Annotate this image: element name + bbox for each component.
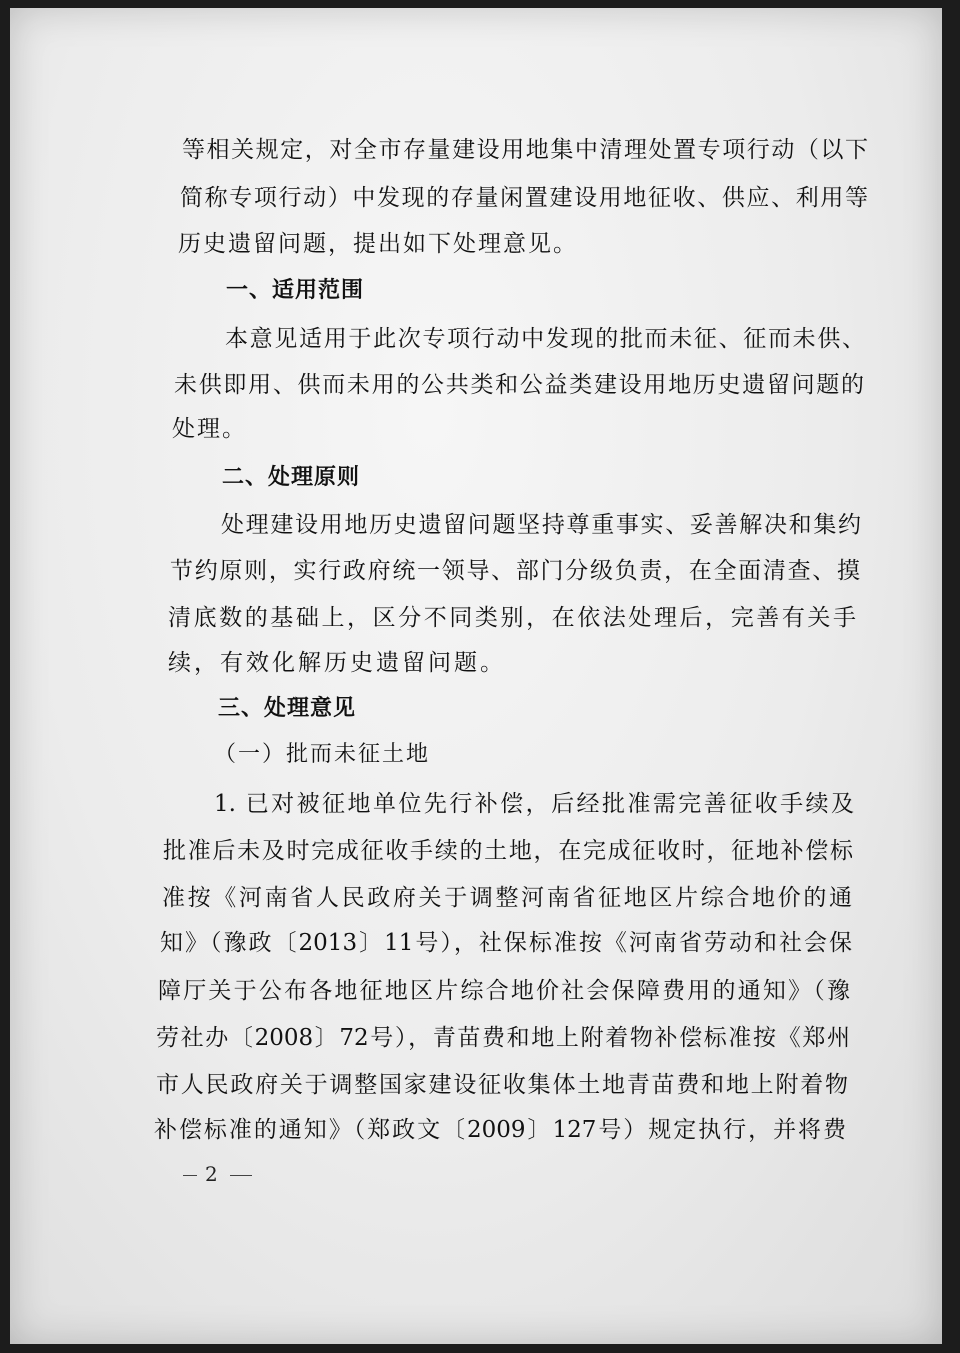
- text-line: 劳社办〔2008〕72号），青苗费和地上附着物补偿标准按《郑州: [156, 1025, 850, 1051]
- page-number-value: 2: [205, 1162, 222, 1186]
- text-line: 简称专项行动）中发现的存量闲置建设用地征收、供应、利用等: [180, 185, 868, 211]
- text-line: 市人民政府关于调整国家建设征收集体土地青苗费和地上附着物: [156, 1072, 848, 1098]
- text-line: 准按《河南省人民政府关于调整河南省征地区片综合地价的通: [162, 885, 852, 911]
- text-line: 知》（豫政〔2013〕11号），社保标准按《河南省劳动和社会保: [160, 930, 852, 956]
- page-number: [175, 1162, 260, 1186]
- dash-decoration: [183, 1175, 197, 1176]
- text-line: 处理。: [172, 416, 247, 442]
- text-line: 等相关规定，对全市存量建设用地集中清理处置专项行动（以下: [182, 137, 868, 163]
- text-line: 历史遗留问题，提出如下处理意见。: [178, 231, 578, 257]
- text-line: 障厅关于公布各地征地区片综合地价社会保障费用的通知》（豫: [158, 978, 850, 1004]
- section-heading: 三、处理意见: [218, 696, 357, 721]
- subsection-heading: （一）批而未征土地: [214, 742, 431, 767]
- text-line: 补偿标准的通知》（郑政文〔2009〕127号）规定执行，并将费: [154, 1117, 846, 1143]
- text-line: 本意见适用于此次专项行动中发现的批而未征、征而未供、: [225, 326, 865, 352]
- text-line: 清底数的基础上，区分不同类别，在依法处理后，完善有关手: [168, 605, 856, 631]
- text-line: 续，有效化解历史遗留问题。: [168, 650, 506, 676]
- text-line: 批准后未及时完成征收手续的土地，在完成征收时，征地补偿标: [163, 838, 853, 864]
- dash-decoration: [230, 1175, 252, 1176]
- section-heading: 二、处理原则: [222, 465, 361, 490]
- text-line: 处理建设用地历史遗留问题坚持尊重事实、妥善解决和集约: [221, 512, 861, 538]
- section-heading: 一、适用范围: [226, 278, 365, 303]
- text-line: 未供即用、供而未用的公共类和公益类建设用地历史遗留问题的: [174, 372, 864, 398]
- text-line: 1. 已对被征地单位先行补偿，后经批准需完善征收手续及: [214, 791, 854, 817]
- text-line: 节约原则，实行政府统一领导、部门分级负责，在全面清查、摸: [170, 558, 860, 584]
